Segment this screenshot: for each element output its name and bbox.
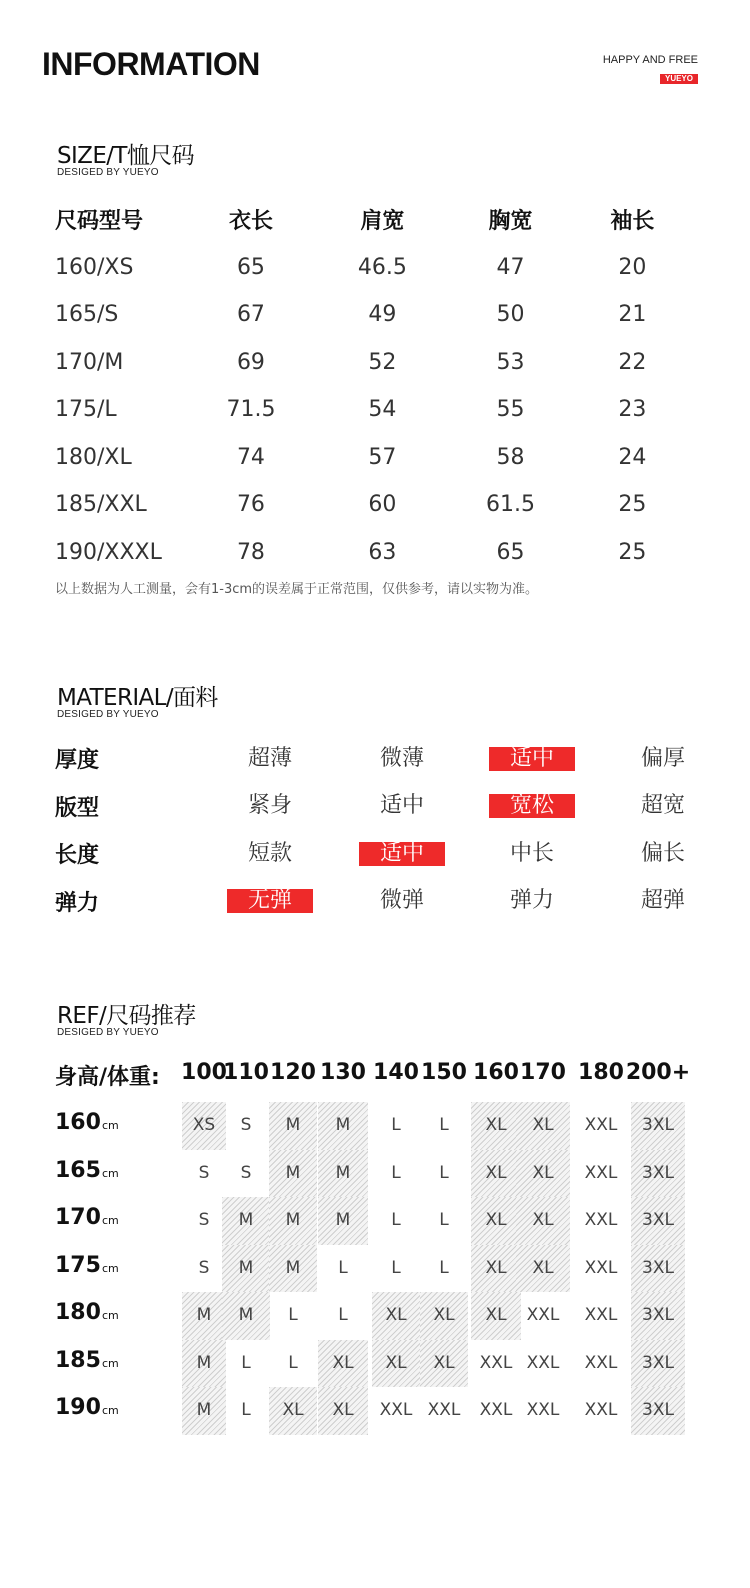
table-cell: 24 <box>618 444 647 470</box>
size-recommendation-cell: L <box>338 1257 348 1278</box>
size-recommendation-cell: XL <box>318 1340 368 1388</box>
material-option: 紧身 <box>247 793 292 819</box>
size-recommendation-cell: M <box>318 1102 368 1150</box>
size-recommendation-cell: XL <box>471 1292 521 1340</box>
table-cell: 23 <box>618 397 647 423</box>
table-cell: 61.5 <box>485 492 535 518</box>
size-recommendation-cell: XXL <box>584 1352 618 1373</box>
table-cell: 71.5 <box>226 397 276 423</box>
height-label <box>55 1158 119 1183</box>
size-recommendation-cell: 3XL <box>631 1340 685 1388</box>
height-label <box>55 1110 119 1135</box>
height-unit: cm <box>101 1214 119 1227</box>
height-value: 190 <box>55 1395 101 1420</box>
size-recommendation-cell: L <box>391 1210 401 1230</box>
material-option: 超弹 <box>640 888 685 914</box>
size-recommendation-cell: XXL <box>584 1400 618 1420</box>
material-option: 偏厚 <box>640 745 685 771</box>
table-cell: 52 <box>368 349 397 375</box>
size-recommendation-cell: XL <box>318 1387 368 1435</box>
weight-header: 180 <box>578 1060 624 1085</box>
table-cell: 69 <box>236 349 265 375</box>
brand-logo: YUEYO <box>660 74 698 84</box>
size-recommendation-cell: M <box>318 1150 368 1198</box>
material-label: 长度 <box>55 843 100 869</box>
ref-heading-sub: DESIGED BY YUEYO <box>57 1027 159 1038</box>
weight-header: 100 <box>181 1060 227 1085</box>
height-unit: cm <box>101 1404 119 1417</box>
table-cell: 46.5 <box>357 254 407 280</box>
material-option-selected: 适中 <box>489 747 575 771</box>
size-recommendation-cell: 3XL <box>631 1387 685 1435</box>
size-recommendation-cell: M <box>222 1245 270 1293</box>
weight-header: 110 <box>223 1060 269 1085</box>
weight-header: 160 <box>473 1060 519 1085</box>
size-recommendation-cell: L <box>439 1115 449 1135</box>
height-value: 160 <box>55 1110 101 1135</box>
size-heading-sub: DESIGED BY YUEYO <box>57 167 159 178</box>
table-cell: 185/XXL <box>55 492 147 518</box>
size-recommendation-cell: XL <box>372 1292 420 1340</box>
size-recommendation-cell: XL <box>516 1102 570 1150</box>
size-recommendation-cell: XXL <box>526 1400 560 1420</box>
ref-axis-label: 身高/体重: <box>55 1065 160 1090</box>
table-cell: 21 <box>618 302 647 328</box>
table-cell: 47 <box>496 254 525 280</box>
size-recommendation-cell: S <box>240 1115 252 1135</box>
col-header: 肩宽 <box>360 209 405 235</box>
table-cell: 65 <box>496 539 525 565</box>
col-header: 衣长 <box>228 209 273 235</box>
table-cell: 63 <box>368 539 397 565</box>
table-cell: 76 <box>236 492 265 518</box>
size-recommendation-cell: L <box>439 1257 449 1278</box>
material-label: 厚度 <box>55 748 100 774</box>
size-recommendation-cell: S <box>198 1210 210 1230</box>
ref-heading-title: REF/尺码推荐 <box>57 1003 196 1029</box>
size-recommendation-cell: L <box>391 1115 401 1135</box>
height-value: 175 <box>55 1252 101 1278</box>
size-recommendation-cell: S <box>240 1162 252 1183</box>
size-recommendation-cell: M <box>269 1197 317 1245</box>
material-option: 偏长 <box>640 840 685 866</box>
size-recommendation-cell: XXL <box>584 1115 618 1135</box>
size-recommendation-cell: 3XL <box>631 1245 685 1293</box>
material-heading-sub: DESIGED BY YUEYO <box>57 709 159 720</box>
table-cell: 67 <box>236 302 265 328</box>
weight-header: 150 <box>421 1060 467 1085</box>
table-cell: 78 <box>236 539 265 565</box>
size-recommendation-cell: XL <box>471 1245 521 1293</box>
size-recommendation-cell: XL <box>516 1245 570 1293</box>
size-recommendation-cell: 3XL <box>631 1102 685 1150</box>
weight-header: 120 <box>270 1060 316 1085</box>
size-recommendation-cell: L <box>241 1400 251 1420</box>
weight-header: 140 <box>373 1060 419 1085</box>
height-unit: cm <box>101 1356 119 1370</box>
height-label <box>55 1348 119 1373</box>
size-recommendation-cell: L <box>288 1305 298 1325</box>
size-recommendation-cell: XL <box>516 1150 570 1198</box>
height-value: 180 <box>55 1300 101 1325</box>
size-recommendation-cell: XXL <box>479 1400 513 1420</box>
size-recommendation-cell: XL <box>471 1150 521 1198</box>
height-unit: cm <box>101 1309 119 1322</box>
table-cell: 57 <box>368 444 397 470</box>
material-option: 中长 <box>509 840 554 866</box>
weight-header: 200+ <box>625 1060 691 1085</box>
height-value: 170 <box>55 1205 101 1230</box>
size-recommendation-cell: L <box>288 1352 298 1373</box>
size-recommendation-cell: M <box>269 1245 317 1293</box>
size-recommendation-cell: M <box>318 1197 368 1245</box>
table-cell: 25 <box>618 539 647 565</box>
table-cell: 190/XXXL <box>55 539 162 565</box>
height-unit: cm <box>101 1166 119 1180</box>
height-label <box>55 1253 119 1278</box>
size-recommendation-cell: XXL <box>526 1305 560 1325</box>
size-recommendation-cell: XXL <box>584 1162 618 1183</box>
size-recommendation-cell: XL <box>471 1197 521 1245</box>
table-cell: 22 <box>618 349 647 375</box>
material-option-selected: 无弹 <box>227 889 313 913</box>
size-recommendation-cell: XXL <box>526 1352 560 1373</box>
table-cell: 55 <box>496 397 525 423</box>
size-recommendation-cell: XXL <box>584 1257 618 1278</box>
height-value: 165 <box>55 1157 101 1183</box>
size-recommendation-cell: XXL <box>479 1352 513 1373</box>
size-recommendation-cell: 3XL <box>631 1150 685 1198</box>
size-recommendation-cell: M <box>222 1197 270 1245</box>
height-unit: cm <box>101 1261 119 1275</box>
size-heading-title: SIZE/T恤尺码 <box>57 143 195 169</box>
size-recommendation-cell: L <box>338 1305 348 1325</box>
height-label <box>55 1300 119 1325</box>
size-recommendation-cell: L <box>241 1352 251 1373</box>
table-cell: 58 <box>496 444 525 470</box>
table-cell: 25 <box>618 492 647 518</box>
size-recommendation-cell: XXL <box>379 1400 413 1420</box>
table-cell: 49 <box>368 302 397 328</box>
size-recommendation-cell: L <box>439 1162 449 1183</box>
page-title: INFORMATION <box>42 46 260 82</box>
col-header: 尺码型号 <box>55 209 144 235</box>
material-option-selected: 适中 <box>359 842 445 866</box>
col-header: 胸宽 <box>488 209 533 235</box>
height-label <box>55 1395 119 1420</box>
table-cell: 65 <box>236 254 265 280</box>
material-option: 微薄 <box>379 745 424 771</box>
size-recommendation-cell: M <box>269 1102 317 1150</box>
table-cell: 170/M <box>55 349 124 375</box>
table-cell: 20 <box>618 254 647 280</box>
size-recommendation-cell: XXL <box>427 1400 461 1420</box>
size-recommendation-cell: L <box>391 1162 401 1183</box>
weight-header: 170 <box>520 1060 566 1085</box>
table-cell: 60 <box>368 492 397 518</box>
material-option: 超宽 <box>640 793 685 819</box>
col-header: 袖长 <box>610 209 655 235</box>
material-label: 版型 <box>55 795 100 821</box>
height-unit: cm <box>101 1119 119 1132</box>
height-label <box>55 1205 119 1230</box>
size-recommendation-cell: M <box>182 1292 226 1340</box>
brand-tagline: HAPPY AND FREE <box>602 54 698 66</box>
size-recommendation-cell: XS <box>182 1102 226 1150</box>
size-recommendation-cell: 3XL <box>631 1292 685 1340</box>
size-recommendation-cell: S <box>198 1257 210 1278</box>
size-recommendation-cell: XL <box>471 1102 521 1150</box>
table-cell: 165/S <box>55 302 119 328</box>
material-heading-title: MATERIAL/面料 <box>57 685 218 711</box>
size-recommendation-cell: XXL <box>584 1210 618 1230</box>
material-option: 适中 <box>379 793 424 819</box>
size-recommendation-cell: XXL <box>584 1305 618 1325</box>
size-recommendation-cell: M <box>182 1387 226 1435</box>
size-recommendation-cell: XL <box>420 1292 468 1340</box>
weight-header: 130 <box>320 1060 366 1085</box>
size-recommendation-cell: 3XL <box>631 1197 685 1245</box>
size-recommendation-cell: XL <box>372 1340 420 1388</box>
material-option: 弹力 <box>509 888 554 914</box>
size-recommendation-cell: M <box>182 1340 226 1388</box>
size-recommendation-cell: XL <box>516 1197 570 1245</box>
size-recommendation-cell: M <box>222 1292 270 1340</box>
table-cell: 74 <box>236 444 265 470</box>
size-recommendation-cell: L <box>391 1257 401 1278</box>
size-recommendation-cell: XL <box>420 1340 468 1388</box>
material-label: 弹力 <box>55 890 100 916</box>
material-option: 短款 <box>247 840 292 866</box>
table-cell: 180/XL <box>55 444 132 470</box>
table-cell: 54 <box>368 397 397 423</box>
table-cell: 50 <box>496 302 525 328</box>
size-recommendation-cell: S <box>198 1162 210 1183</box>
material-option: 微弹 <box>379 888 424 914</box>
size-recommendation-cell: M <box>269 1150 317 1198</box>
table-cell: 175/L <box>55 397 117 423</box>
size-recommendation-cell: L <box>439 1210 449 1230</box>
material-option: 超薄 <box>247 745 292 771</box>
height-value: 185 <box>55 1347 101 1373</box>
table-cell: 160/XS <box>55 254 134 280</box>
size-recommendation-cell: XL <box>269 1387 317 1435</box>
table-cell: 53 <box>496 349 525 375</box>
material-option-selected: 宽松 <box>489 794 575 818</box>
measurement-note: 以上数据为人工测量，会有1-3cm的误差属于正常范围，仅供参考，请以实物为准。 <box>55 582 539 597</box>
